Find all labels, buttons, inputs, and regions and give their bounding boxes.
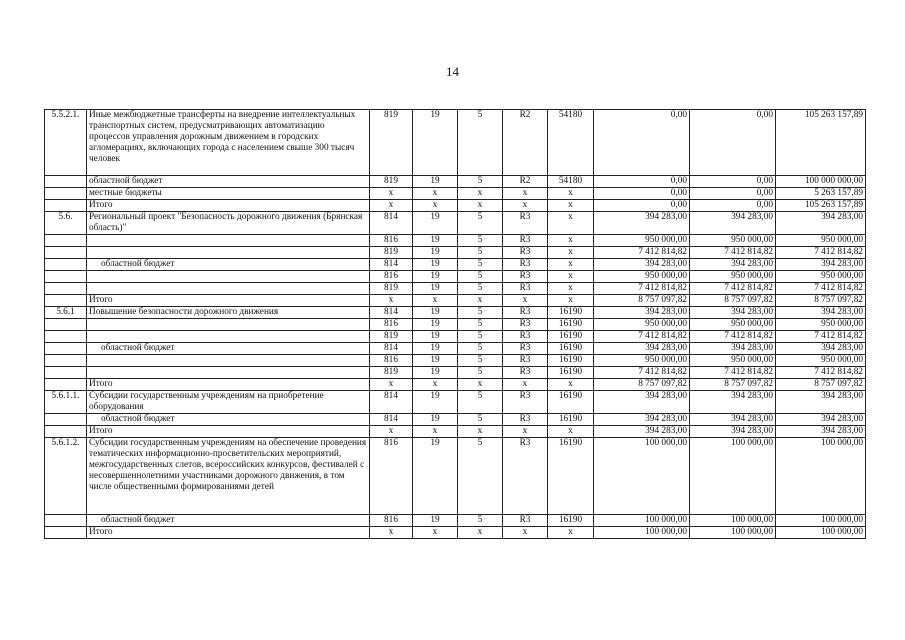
cell-amount-3: 7 412 814,82 [776, 367, 866, 379]
cell-grbs: 816 [370, 515, 413, 527]
cell-cs: R3 [503, 438, 548, 515]
cell-cs: х [503, 295, 548, 307]
cell-amount-3: 100 000,00 [776, 438, 866, 515]
cell-rz: х [413, 295, 458, 307]
cell-cs: R3 [503, 212, 548, 235]
cell-rz: 19 [413, 343, 458, 355]
row-name [87, 319, 370, 331]
table-row [45, 212, 866, 235]
table-row [45, 200, 866, 212]
row-name: Итого [87, 426, 370, 438]
cell-amount-1: 8 757 097,82 [594, 295, 690, 307]
row-code [45, 527, 87, 539]
cell-pr: 5 [458, 247, 503, 259]
row-name: областной бюджет [87, 259, 370, 271]
cell-amount-3: 950 000,00 [776, 355, 866, 367]
cell-pr: 5 [458, 438, 503, 515]
row-name [87, 355, 370, 367]
cell-amount-2: 950 000,00 [690, 355, 776, 367]
cell-rz: х [413, 200, 458, 212]
row-name [87, 235, 370, 247]
cell-amount-3: 950 000,00 [776, 319, 866, 331]
cell-amount-2: 950 000,00 [690, 235, 776, 247]
cell-amount-1: 0,00 [594, 176, 690, 188]
cell-amount-2: 394 283,00 [690, 414, 776, 426]
cell-cs: R3 [503, 319, 548, 331]
cell-amount-2: 7 412 814,82 [690, 247, 776, 259]
cell-rz: 19 [413, 110, 458, 176]
cell-rz: 19 [413, 438, 458, 515]
row-name: Субсидии государственным учреждениям на обеспечение проведения тематических информационно-просветительских мероприятий, межгосударственных слетов, всероссийских конкурсов, фестивалей с несовершеннолетними участниками дорожного движения, в том числе общественными формированиями детей [87, 438, 370, 515]
cell-cs: R2 [503, 176, 548, 188]
cell-pr: х [458, 188, 503, 200]
table-row [45, 176, 866, 188]
cell-amount-3: 7 412 814,82 [776, 247, 866, 259]
cell-amount-3: 950 000,00 [776, 271, 866, 283]
cell-cs: R2 [503, 110, 548, 176]
table-row [45, 271, 866, 283]
cell-cs: R3 [503, 235, 548, 247]
cell-grbs: 814 [370, 212, 413, 235]
cell-cs: х [503, 426, 548, 438]
row-name: областной бюджет [87, 343, 370, 355]
cell-pr: х [458, 379, 503, 391]
cell-pr: 5 [458, 391, 503, 414]
cell-pr: 5 [458, 307, 503, 319]
cell-rz: х [413, 426, 458, 438]
cell-rz: 19 [413, 355, 458, 367]
cell-vr: 16190 [548, 438, 594, 515]
cell-pr: 5 [458, 343, 503, 355]
row-code: 5.6.1.1. [45, 391, 87, 414]
cell-rz: 19 [413, 414, 458, 426]
cell-cs: х [503, 200, 548, 212]
cell-amount-2: 394 283,00 [690, 212, 776, 235]
table-row [45, 391, 866, 414]
row-code [45, 295, 87, 307]
cell-amount-1: 7 412 814,82 [594, 367, 690, 379]
row-name [87, 271, 370, 283]
cell-vr: 54180 [548, 176, 594, 188]
row-name: областной бюджет [87, 515, 370, 527]
cell-amount-2: 0,00 [690, 176, 776, 188]
table-row [45, 367, 866, 379]
cell-amount-1: 394 283,00 [594, 426, 690, 438]
cell-vr: х [548, 188, 594, 200]
cell-pr: 5 [458, 235, 503, 247]
cell-vr: 16190 [548, 331, 594, 343]
cell-grbs: 814 [370, 259, 413, 271]
cell-rz: 19 [413, 331, 458, 343]
row-code [45, 367, 87, 379]
row-code [45, 283, 87, 295]
row-name: Итого [87, 200, 370, 212]
budget-table [44, 109, 866, 539]
cell-amount-3: 100 000 000,00 [776, 176, 866, 188]
row-name: Субсидии государственным учреждениям на приобретение оборудования [87, 391, 370, 414]
cell-vr: 16190 [548, 515, 594, 527]
cell-amount-3: 100 000,00 [776, 515, 866, 527]
cell-amount-2: 950 000,00 [690, 319, 776, 331]
cell-pr: 5 [458, 110, 503, 176]
cell-amount-2: 950 000,00 [690, 271, 776, 283]
table-row [45, 527, 866, 539]
cell-pr: 5 [458, 414, 503, 426]
cell-amount-1: 0,00 [594, 188, 690, 200]
cell-vr: х [548, 426, 594, 438]
cell-amount-2: 394 283,00 [690, 343, 776, 355]
cell-pr: х [458, 426, 503, 438]
cell-cs: х [503, 188, 548, 200]
cell-amount-2: 8 757 097,82 [690, 295, 776, 307]
cell-vr: 16190 [548, 307, 594, 319]
cell-grbs: х [370, 295, 413, 307]
row-code [45, 515, 87, 527]
cell-amount-2: 394 283,00 [690, 391, 776, 414]
table-row [45, 247, 866, 259]
row-name [87, 283, 370, 295]
cell-amount-1: 950 000,00 [594, 271, 690, 283]
cell-amount-1: 950 000,00 [594, 235, 690, 247]
cell-rz: х [413, 527, 458, 539]
cell-amount-3: 394 283,00 [776, 343, 866, 355]
table-row [45, 307, 866, 319]
cell-cs: R3 [503, 355, 548, 367]
cell-vr: х [548, 247, 594, 259]
cell-grbs: 819 [370, 247, 413, 259]
cell-pr: х [458, 200, 503, 212]
cell-grbs: 814 [370, 414, 413, 426]
cell-pr: 5 [458, 259, 503, 271]
cell-vr: 16190 [548, 355, 594, 367]
table-row [45, 343, 866, 355]
table-row [45, 355, 866, 367]
table-row [45, 379, 866, 391]
cell-rz: 19 [413, 271, 458, 283]
row-code [45, 414, 87, 426]
cell-rz: 19 [413, 235, 458, 247]
cell-rz: 19 [413, 319, 458, 331]
cell-amount-1: 394 283,00 [594, 259, 690, 271]
cell-grbs: 819 [370, 176, 413, 188]
cell-amount-2: 0,00 [690, 188, 776, 200]
row-code [45, 176, 87, 188]
row-code [45, 259, 87, 271]
cell-grbs: 816 [370, 235, 413, 247]
cell-cs: R3 [503, 367, 548, 379]
cell-vr: х [548, 379, 594, 391]
cell-rz: х [413, 379, 458, 391]
cell-amount-1: 7 412 814,82 [594, 331, 690, 343]
cell-amount-2: 0,00 [690, 200, 776, 212]
row-name: Итого [87, 527, 370, 539]
row-name: Итого [87, 379, 370, 391]
cell-vr: х [548, 527, 594, 539]
cell-rz: 19 [413, 307, 458, 319]
table-row [45, 438, 866, 515]
cell-amount-3: 5 263 157,89 [776, 188, 866, 200]
cell-pr: х [458, 527, 503, 539]
table-row [45, 259, 866, 271]
cell-pr: 5 [458, 283, 503, 295]
cell-amount-2: 394 283,00 [690, 426, 776, 438]
cell-amount-1: 394 283,00 [594, 212, 690, 235]
cell-amount-1: 7 412 814,82 [594, 247, 690, 259]
cell-grbs: 819 [370, 283, 413, 295]
cell-vr: 16190 [548, 414, 594, 426]
cell-vr: 54180 [548, 110, 594, 176]
cell-grbs: 816 [370, 271, 413, 283]
row-code [45, 355, 87, 367]
cell-amount-1: 0,00 [594, 200, 690, 212]
row-code: 5.6. [45, 212, 87, 235]
cell-grbs: х [370, 188, 413, 200]
row-name [87, 367, 370, 379]
cell-pr: 5 [458, 319, 503, 331]
row-name [87, 331, 370, 343]
cell-pr: 5 [458, 271, 503, 283]
cell-amount-1: 100 000,00 [594, 527, 690, 539]
cell-amount-3: 394 283,00 [776, 426, 866, 438]
cell-grbs: 819 [370, 367, 413, 379]
row-name: Повышение безопасности дорожного движения [87, 307, 370, 319]
cell-vr: 16190 [548, 319, 594, 331]
row-code [45, 426, 87, 438]
row-code [45, 200, 87, 212]
table-row [45, 188, 866, 200]
cell-amount-3: 7 412 814,82 [776, 331, 866, 343]
table-row [45, 515, 866, 527]
cell-amount-3: 100 000,00 [776, 527, 866, 539]
cell-amount-3: 7 412 814,82 [776, 283, 866, 295]
cell-amount-1: 394 283,00 [594, 307, 690, 319]
row-name: областной бюджет [87, 176, 370, 188]
row-name: областной бюджет [87, 414, 370, 426]
cell-vr: 16190 [548, 367, 594, 379]
cell-amount-3: 105 263 157,89 [776, 110, 866, 176]
cell-amount-3: 394 283,00 [776, 414, 866, 426]
table-row [45, 414, 866, 426]
cell-pr: 5 [458, 515, 503, 527]
cell-cs: R3 [503, 414, 548, 426]
cell-amount-1: 394 283,00 [594, 343, 690, 355]
cell-amount-1: 100 000,00 [594, 438, 690, 515]
cell-amount-3: 8 757 097,82 [776, 379, 866, 391]
cell-amount-3: 8 757 097,82 [776, 295, 866, 307]
cell-grbs: 816 [370, 438, 413, 515]
cell-cs: х [503, 379, 548, 391]
cell-vr: х [548, 212, 594, 235]
row-code [45, 235, 87, 247]
row-name: местные бюджеты [87, 188, 370, 200]
cell-vr: х [548, 283, 594, 295]
row-name [87, 247, 370, 259]
row-code [45, 343, 87, 355]
cell-amount-2: 7 412 814,82 [690, 367, 776, 379]
table-row [45, 283, 866, 295]
cell-amount-2: 100 000,00 [690, 515, 776, 527]
page-number: 14 [446, 64, 459, 79]
cell-amount-3: 394 283,00 [776, 259, 866, 271]
cell-amount-2: 394 283,00 [690, 307, 776, 319]
row-name: Иные межбюджетные трансферты на внедрение интеллектуальных транспортных систем, предусматривающих автоматизацию процессов управления дорожным движением в городских агломерациях, включающих города с населением свыше 300 тысяч человек [87, 110, 370, 176]
row-code [45, 247, 87, 259]
cell-amount-1: 950 000,00 [594, 319, 690, 331]
cell-vr: 16190 [548, 343, 594, 355]
cell-grbs: 816 [370, 355, 413, 367]
cell-pr: 5 [458, 212, 503, 235]
cell-amount-1: 394 283,00 [594, 414, 690, 426]
cell-amount-2: 100 000,00 [690, 438, 776, 515]
cell-cs: R3 [503, 247, 548, 259]
row-code: 5.6.1.2. [45, 438, 87, 515]
table-row [45, 319, 866, 331]
cell-cs: R3 [503, 283, 548, 295]
cell-vr: х [548, 235, 594, 247]
cell-grbs: 814 [370, 343, 413, 355]
row-code: 5.5.2.1. [45, 110, 87, 176]
cell-vr: х [548, 271, 594, 283]
cell-rz: 19 [413, 259, 458, 271]
row-code [45, 319, 87, 331]
cell-amount-2: 7 412 814,82 [690, 331, 776, 343]
cell-pr: 5 [458, 367, 503, 379]
cell-grbs: х [370, 426, 413, 438]
cell-pr: 5 [458, 176, 503, 188]
cell-rz: 19 [413, 283, 458, 295]
cell-amount-1: 8 757 097,82 [594, 379, 690, 391]
cell-amount-2: 8 757 097,82 [690, 379, 776, 391]
cell-rz: 19 [413, 391, 458, 414]
cell-rz: 19 [413, 515, 458, 527]
cell-grbs: х [370, 200, 413, 212]
cell-amount-3: 394 283,00 [776, 212, 866, 235]
cell-pr: 5 [458, 331, 503, 343]
cell-vr: х [548, 259, 594, 271]
row-name: Региональный проект "Безопасность дорожного движения (Брянская область)" [87, 212, 370, 235]
cell-amount-1: 7 412 814,82 [594, 283, 690, 295]
row-code [45, 379, 87, 391]
cell-amount-2: 0,00 [690, 110, 776, 176]
cell-cs: R3 [503, 271, 548, 283]
cell-cs: R3 [503, 307, 548, 319]
table-row [45, 295, 866, 307]
cell-amount-3: 950 000,00 [776, 235, 866, 247]
cell-amount-3: 394 283,00 [776, 307, 866, 319]
table-body [45, 110, 866, 539]
cell-amount-3: 105 263 157,89 [776, 200, 866, 212]
cell-grbs: 814 [370, 307, 413, 319]
cell-pr: 5 [458, 355, 503, 367]
table-row [45, 426, 866, 438]
cell-amount-1: 100 000,00 [594, 515, 690, 527]
cell-cs: R3 [503, 391, 548, 414]
cell-grbs: 819 [370, 331, 413, 343]
cell-rz: х [413, 188, 458, 200]
cell-vr: 16190 [548, 391, 594, 414]
cell-cs: х [503, 527, 548, 539]
cell-grbs: 814 [370, 391, 413, 414]
cell-amount-2: 100 000,00 [690, 527, 776, 539]
cell-amount-3: 394 283,00 [776, 391, 866, 414]
cell-grbs: 819 [370, 110, 413, 176]
cell-grbs: 816 [370, 319, 413, 331]
cell-amount-1: 394 283,00 [594, 391, 690, 414]
cell-pr: х [458, 295, 503, 307]
cell-amount-2: 7 412 814,82 [690, 283, 776, 295]
cell-vr: х [548, 200, 594, 212]
cell-grbs: х [370, 379, 413, 391]
row-code [45, 331, 87, 343]
cell-rz: 19 [413, 176, 458, 188]
row-code: 5.6.1 [45, 307, 87, 319]
table-row [45, 235, 866, 247]
cell-cs: R3 [503, 343, 548, 355]
cell-cs: R3 [503, 259, 548, 271]
cell-vr: х [548, 295, 594, 307]
cell-rz: 19 [413, 367, 458, 379]
row-code [45, 188, 87, 200]
cell-grbs: х [370, 527, 413, 539]
cell-cs: R3 [503, 515, 548, 527]
cell-amount-1: 950 000,00 [594, 355, 690, 367]
row-code [45, 271, 87, 283]
table-row [45, 110, 866, 176]
table-row [45, 331, 866, 343]
cell-amount-1: 0,00 [594, 110, 690, 176]
cell-cs: R3 [503, 331, 548, 343]
row-name: Итого [87, 295, 370, 307]
cell-rz: 19 [413, 212, 458, 235]
cell-amount-2: 394 283,00 [690, 259, 776, 271]
cell-rz: 19 [413, 247, 458, 259]
